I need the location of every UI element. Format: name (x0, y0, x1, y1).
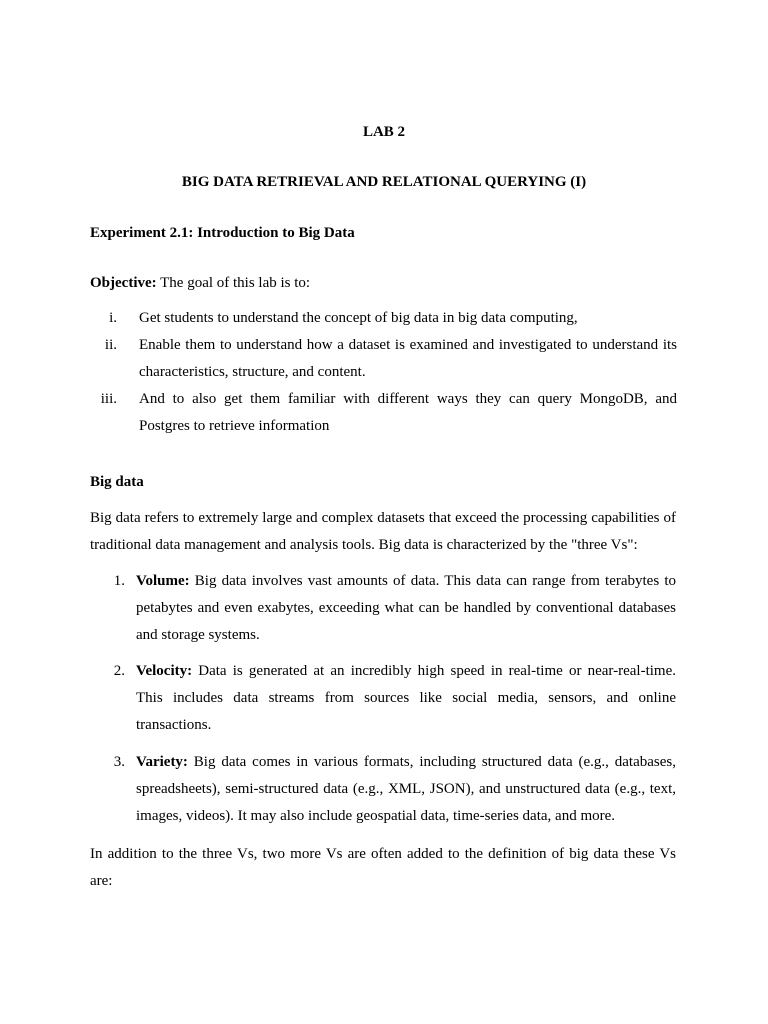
vs-item-first-line (136, 754, 676, 771)
vs-item-number: 3. (113, 754, 125, 770)
vs-item-text: Big data comes in various formats, including structured data (e.g., databases, (187, 754, 676, 770)
experiment-title: Experiment 2.1: Introduction to Big Data (90, 225, 355, 241)
vs-item-line: petabytes and even exabytes, exceeding what can be handled by conventional databases (136, 600, 676, 616)
objective-item-line: Enable them to understand how a dataset is examined and investigated to understand its (139, 337, 677, 353)
vs-item-term: Variety: (136, 754, 188, 770)
objective-text: The goal of this lab is to: (156, 275, 311, 291)
vs-item-term: Velocity: (136, 663, 193, 679)
objective-item-number: ii. (104, 337, 117, 353)
vs-item-line: transactions. (136, 717, 212, 733)
section-heading-big-data: Big data (90, 474, 144, 490)
paragraph-line: Big data refers to extremely large and complex datasets that exceed the processing capabilities of (90, 510, 676, 526)
paragraph-line: traditional data management and analysis tools. Big data is characterized by the "three Vs": (90, 537, 638, 553)
vs-item-line: spreadsheets), semi-structured data (e.g., XML, JSON), and unstructured data (e.g., text, (136, 781, 676, 797)
objective-item-line: Postgres to retrieve information (139, 418, 330, 434)
vs-item-text: Big data involves vast amounts of data. This data can range from terabytes to (189, 573, 676, 589)
objective-item-number: i. (109, 310, 117, 326)
vs-item-first-line (136, 663, 676, 680)
paragraph-line: are: (90, 873, 113, 889)
vs-item-number: 1. (113, 573, 125, 589)
vs-item-term: Volume: (136, 573, 190, 589)
vs-item-line: This includes data streams from sources like social media, sensors, and online (136, 690, 676, 706)
vs-item-line: and storage systems. (136, 627, 260, 643)
lab-title: LAB 2 (362, 124, 406, 140)
paragraph-line: In addition to the three Vs, two more Vs are often added to the definition of big data these Vs (90, 846, 676, 862)
vs-item-text: Data is generated at an incredibly high speed in real-time or near-real-time. (192, 663, 676, 679)
objective-item-line: And to also get them familiar with different ways they can query MongoDB, and (139, 391, 677, 407)
objective-line (90, 275, 310, 292)
main-title: BIG DATA RETRIEVAL AND RELATIONAL QUERYING (I) (181, 174, 587, 190)
vs-item-first-line (136, 573, 676, 590)
vs-item-line: images, videos). It may also include geospatial data, time-series data, and more. (136, 808, 616, 824)
objective-label: Objective: (90, 275, 157, 291)
vs-item-number: 2. (113, 663, 125, 679)
objective-item-number: iii. (100, 391, 117, 407)
objective-item-line: Get students to understand the concept of big data in big data computing, (139, 310, 578, 326)
objective-item-line: characteristics, structure, and content. (139, 364, 366, 380)
